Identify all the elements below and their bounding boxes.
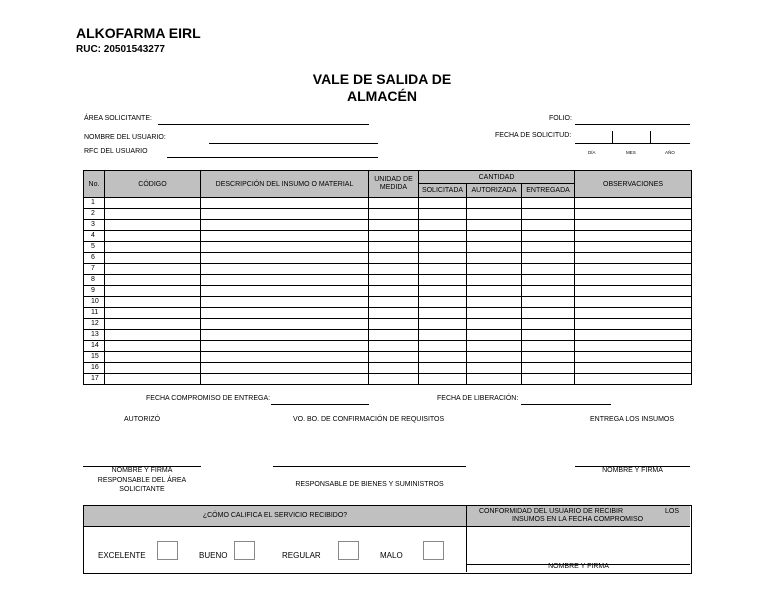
autorizada-cell[interactable]	[467, 198, 522, 209]
row-number: 15	[84, 352, 105, 363]
descripcion-cell[interactable]	[201, 308, 369, 319]
option-malo-label: MALO	[380, 551, 403, 560]
table-row	[84, 363, 692, 374]
observaciones-cell[interactable]	[575, 286, 692, 297]
observaciones-cell[interactable]	[575, 198, 692, 209]
nombre-firma-label: NOMBRE Y FIRMA	[111, 467, 173, 474]
responsable-bienes-label: RESPONSABLE DE BIENES Y SUMINISTROS	[295, 481, 444, 488]
observaciones-cell[interactable]	[575, 264, 692, 275]
entregada-cell[interactable]	[522, 286, 575, 297]
area-input-line[interactable]	[158, 124, 369, 125]
entregada-cell[interactable]	[522, 220, 575, 231]
observaciones-cell[interactable]	[575, 341, 692, 352]
autorizada-cell[interactable]	[467, 231, 522, 242]
row-number: 16	[84, 363, 105, 374]
col-autorizada-header: AUTORIZADA	[467, 184, 522, 198]
row-number: 3	[84, 220, 105, 231]
fecha-solicitud-input-line[interactable]	[575, 143, 690, 144]
solicitada-cell[interactable]	[419, 264, 467, 275]
entregada-cell[interactable]	[522, 275, 575, 286]
row-number: 6	[84, 253, 105, 264]
codigo-cell[interactable]	[105, 253, 201, 264]
codigo-cell[interactable]	[105, 319, 201, 330]
entregada-cell[interactable]	[522, 253, 575, 264]
unidad-cell[interactable]	[369, 286, 419, 297]
malo-checkbox[interactable]	[423, 541, 444, 560]
solicitada-cell[interactable]	[419, 253, 467, 264]
row-number: 11	[84, 308, 105, 319]
row-number: 5	[84, 242, 105, 253]
entregada-cell[interactable]	[522, 264, 575, 275]
unidad-cell[interactable]	[369, 275, 419, 286]
table-row	[84, 352, 692, 363]
table-row	[84, 374, 692, 385]
company-ruc: RUC: 20501543277	[76, 44, 165, 55]
table-row	[84, 242, 692, 253]
table-row	[84, 330, 692, 341]
table-row	[84, 341, 692, 352]
table-row	[84, 209, 692, 220]
unidad-cell[interactable]	[369, 198, 419, 209]
col-entregada-header: ENTREGADA	[522, 184, 575, 198]
table-row	[84, 231, 692, 242]
descripcion-cell[interactable]	[201, 209, 369, 220]
autorizada-cell[interactable]	[467, 341, 522, 352]
observaciones-cell[interactable]	[575, 253, 692, 264]
col-descripcion-header: DESCRIPCIÓN DEL INSUMO O MATERIAL	[201, 171, 369, 198]
option-bueno-label: BUENO	[199, 551, 228, 560]
solicitada-cell[interactable]	[419, 374, 467, 385]
unidad-cell[interactable]	[369, 242, 419, 253]
codigo-cell[interactable]	[105, 209, 201, 220]
conformidad-los: LOS	[665, 508, 680, 515]
codigo-cell[interactable]	[105, 286, 201, 297]
entregada-cell[interactable]	[522, 352, 575, 363]
descripcion-cell[interactable]	[201, 253, 369, 264]
codigo-cell[interactable]	[105, 220, 201, 231]
autorizada-cell[interactable]	[467, 352, 522, 363]
area-label: ÁREA SOLICITANTE:	[84, 115, 152, 122]
solicitada-cell[interactable]	[419, 242, 467, 253]
dia-label: DÍA	[588, 150, 596, 155]
solicitada-cell[interactable]	[419, 308, 467, 319]
responsable-area-label: RESPONSABLE DEL ÁREA SOLICITANTE	[97, 477, 187, 493]
autorizada-cell[interactable]	[467, 242, 522, 253]
codigo-cell[interactable]	[105, 275, 201, 286]
descripcion-cell[interactable]	[201, 231, 369, 242]
page-title	[282, 71, 482, 105]
fecha-liberacion-label: FECHA DE LIBERACIÓN:	[437, 395, 519, 402]
descripcion-cell[interactable]	[201, 275, 369, 286]
fecha-compromiso-label: FECHA COMPROMISO DE ENTREGA:	[146, 395, 271, 402]
solicitada-cell[interactable]	[419, 297, 467, 308]
codigo-cell[interactable]	[105, 352, 201, 363]
title-line-2: ALMACÉN	[347, 88, 417, 104]
autorizada-cell[interactable]	[467, 253, 522, 264]
descripcion-cell[interactable]	[201, 352, 369, 363]
mes-label: MES	[626, 150, 636, 155]
row-number: 17	[84, 374, 105, 385]
col-codigo-header: CÓDIGO	[105, 171, 201, 198]
row-number: 1	[84, 198, 105, 209]
autorizada-cell[interactable]	[467, 209, 522, 220]
title-line-1: VALE DE SALIDA DE	[312, 71, 452, 87]
unidad-cell[interactable]	[369, 264, 419, 275]
row-number: 4	[84, 231, 105, 242]
signature-line-vobo[interactable]	[273, 466, 466, 467]
codigo-cell[interactable]	[105, 264, 201, 275]
observaciones-cell[interactable]	[575, 242, 692, 253]
codigo-cell[interactable]	[105, 308, 201, 319]
entregada-cell[interactable]	[522, 231, 575, 242]
row-number: 8	[84, 275, 105, 286]
observaciones-cell[interactable]	[575, 275, 692, 286]
table-row	[84, 275, 692, 286]
col-unidad-header: UNIDAD DE MEDIDA	[369, 171, 419, 198]
table-row	[84, 264, 692, 275]
row-number: 12	[84, 319, 105, 330]
descripcion-cell[interactable]	[201, 297, 369, 308]
observaciones-cell[interactable]	[575, 374, 692, 385]
fecha-solicitud-label: FECHA DE SOLICITUD:	[495, 132, 572, 139]
observaciones-cell[interactable]	[575, 330, 692, 341]
codigo-cell[interactable]	[105, 198, 201, 209]
row-number: 14	[84, 341, 105, 352]
usuario-label: NOMBRE DEL USUARIO:	[84, 134, 166, 141]
conformidad-line-2: INSUMOS EN LA FECHA COMPROMISO	[512, 516, 644, 523]
date-divider	[650, 131, 651, 143]
col-no-header: No.	[84, 171, 105, 198]
col-observaciones-header: OBSERVACIONES	[575, 171, 692, 198]
table-row	[84, 220, 692, 231]
table-row	[84, 308, 692, 319]
codigo-cell[interactable]	[105, 363, 201, 374]
codigo-cell[interactable]	[105, 231, 201, 242]
unidad-cell[interactable]	[369, 341, 419, 352]
folio-input-line[interactable]	[575, 124, 690, 125]
entregada-cell[interactable]	[522, 308, 575, 319]
descripcion-cell[interactable]	[201, 363, 369, 374]
entregada-cell[interactable]	[522, 330, 575, 341]
descripcion-cell[interactable]	[201, 264, 369, 275]
descripcion-cell[interactable]	[201, 286, 369, 297]
entregada-cell[interactable]	[522, 242, 575, 253]
descripcion-cell[interactable]	[201, 242, 369, 253]
unidad-cell[interactable]	[369, 308, 419, 319]
autorizada-cell[interactable]	[467, 319, 522, 330]
fecha-compromiso-input-line[interactable]	[271, 404, 369, 405]
descripcion-cell[interactable]	[201, 374, 369, 385]
regular-checkbox[interactable]	[338, 541, 359, 560]
unidad-cell[interactable]	[369, 330, 419, 341]
table-row	[84, 286, 692, 297]
entrega-label: ENTREGA LOS INSUMOS	[590, 416, 675, 423]
solicitada-cell[interactable]	[419, 275, 467, 286]
row-number: 7	[84, 264, 105, 275]
unidad-cell[interactable]	[369, 231, 419, 242]
option-regular-label: REGULAR	[282, 551, 321, 560]
solicitada-cell[interactable]	[419, 209, 467, 220]
observaciones-cell[interactable]	[575, 231, 692, 242]
codigo-cell[interactable]	[105, 341, 201, 352]
option-excelente-label: EXCELENTE	[98, 551, 146, 560]
date-divider	[612, 131, 613, 143]
autorizada-cell[interactable]	[467, 374, 522, 385]
solicitada-cell[interactable]	[419, 341, 467, 352]
table-row	[84, 297, 692, 308]
fecha-liberacion-input-line[interactable]	[521, 404, 611, 405]
unidad-cell[interactable]	[369, 363, 419, 374]
excelente-checkbox[interactable]	[157, 541, 178, 560]
rfc-input-line[interactable]	[167, 157, 378, 158]
solicitada-cell[interactable]	[419, 330, 467, 341]
codigo-cell[interactable]	[105, 242, 201, 253]
rfc-label: RFC DEL USUARIO	[84, 148, 148, 155]
solicitada-cell[interactable]	[419, 198, 467, 209]
solicitada-cell[interactable]	[419, 220, 467, 231]
table-row	[84, 319, 692, 330]
conformidad-line-1: CONFORMIDAD DEL USUARIO DE RECIBIR	[479, 508, 624, 515]
autorizo-label: AUTORIZÓ	[124, 416, 161, 423]
unidad-cell[interactable]	[369, 209, 419, 220]
table-row	[84, 253, 692, 264]
solicitada-cell[interactable]	[419, 363, 467, 374]
solicitada-cell[interactable]	[419, 231, 467, 242]
descripcion-cell[interactable]	[201, 319, 369, 330]
observaciones-cell[interactable]	[575, 220, 692, 231]
row-number: 9	[84, 286, 105, 297]
row-number: 13	[84, 330, 105, 341]
descripcion-cell[interactable]	[201, 198, 369, 209]
entregada-cell[interactable]	[522, 209, 575, 220]
unidad-cell[interactable]	[369, 220, 419, 231]
observaciones-cell[interactable]	[575, 352, 692, 363]
autorizada-cell[interactable]	[467, 220, 522, 231]
descripcion-cell[interactable]	[201, 330, 369, 341]
autorizada-cell[interactable]	[467, 330, 522, 341]
col-cantidad-header: CANTIDAD	[419, 171, 575, 184]
vobo-label: VO. BO. DE CONFIRMACIÓN DE REQUISITOS	[293, 416, 445, 423]
solicitada-cell[interactable]	[419, 352, 467, 363]
observaciones-cell[interactable]	[575, 308, 692, 319]
observaciones-cell[interactable]	[575, 209, 692, 220]
unidad-cell[interactable]	[369, 374, 419, 385]
usuario-input-line[interactable]	[209, 143, 378, 144]
autorizada-cell[interactable]	[467, 286, 522, 297]
items-table	[83, 170, 692, 385]
row-number: 10	[84, 297, 105, 308]
entregada-cell[interactable]	[522, 319, 575, 330]
survey-question: ¿CÓMO CALIFICA EL SERVICIO RECIBIDO?	[202, 512, 348, 519]
unidad-cell[interactable]	[369, 319, 419, 330]
unidad-cell[interactable]	[369, 297, 419, 308]
descripcion-cell[interactable]	[201, 341, 369, 352]
row-number: 2	[84, 209, 105, 220]
unidad-cell[interactable]	[369, 352, 419, 363]
descripcion-cell[interactable]	[201, 220, 369, 231]
autorizada-cell[interactable]	[467, 264, 522, 275]
autorizada-cell[interactable]	[467, 275, 522, 286]
company-name: ALKOFARMA EIRL	[76, 25, 201, 41]
unidad-cell[interactable]	[369, 253, 419, 264]
table-row	[84, 198, 692, 209]
col-solicitada-header: SOLICITADA	[419, 184, 467, 198]
codigo-cell[interactable]	[105, 374, 201, 385]
entregada-cell[interactable]	[522, 363, 575, 374]
conformidad-nombre-firma: NOMBRE Y FIRMA	[548, 563, 609, 570]
autorizada-cell[interactable]	[467, 297, 522, 308]
observaciones-cell[interactable]	[575, 297, 692, 308]
codigo-cell[interactable]	[105, 330, 201, 341]
anio-label: AÑO	[665, 150, 675, 155]
nombre-firma-label: NOMBRE Y FIRMA	[602, 467, 663, 474]
bueno-checkbox[interactable]	[234, 541, 255, 560]
solicitada-cell[interactable]	[419, 286, 467, 297]
entregada-cell[interactable]	[522, 297, 575, 308]
codigo-cell[interactable]	[105, 297, 201, 308]
autorizada-cell[interactable]	[467, 308, 522, 319]
solicitada-cell[interactable]	[419, 319, 467, 330]
autorizada-cell[interactable]	[467, 363, 522, 374]
observaciones-cell[interactable]	[575, 319, 692, 330]
entregada-cell[interactable]	[522, 341, 575, 352]
entregada-cell[interactable]	[522, 198, 575, 209]
entregada-cell[interactable]	[522, 374, 575, 385]
folio-label: FOLIO:	[549, 115, 572, 122]
observaciones-cell[interactable]	[575, 363, 692, 374]
